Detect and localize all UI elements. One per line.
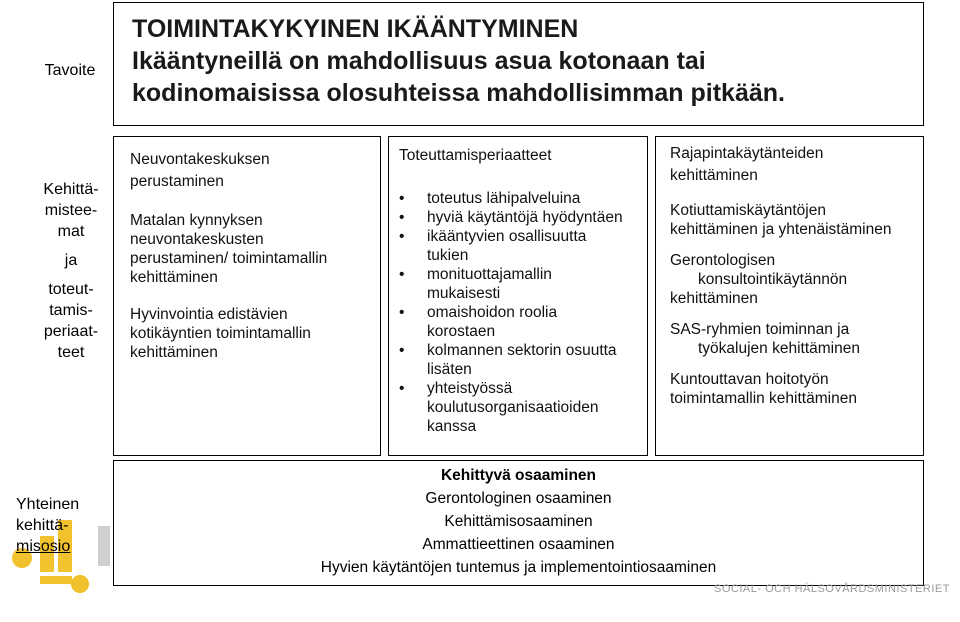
bullet-icon: • (399, 380, 405, 397)
goal-box (113, 2, 924, 126)
theme-paragraph: Matalan kynnyksen neuvontakeskusten perustaminen/ toimintamallin kehittäminen (130, 212, 328, 286)
theme-paragraph: Hyvinvointia edistävien kotikäyntien toimintamallin kehittäminen (130, 306, 311, 361)
theme-paragraph: Kuntouttavan hoitotyön toimintamallin kehittäminen (670, 371, 857, 407)
bullet-icon: • (399, 209, 405, 226)
shared-development-box (113, 460, 924, 586)
principles-box (388, 136, 648, 456)
theme-heading: Neuvontakeskuksen perustaminen (130, 151, 270, 190)
principle-item: • omaishoidon roolia korostaen (399, 304, 558, 340)
principle-item: • toteutus lähipalveluina (399, 190, 581, 207)
competence-item: Hyvien käytäntöjen tuntemus ja implementointiosaaminen (320, 559, 717, 576)
bullet-icon: • (399, 342, 405, 359)
principles-list (399, 189, 647, 436)
bullet-icon: • (399, 266, 405, 283)
theme-paragraph: Gerontologisen konsultointikäytännön kehittäminen (670, 252, 848, 307)
principles-heading: Toteuttamisperiaatteet (399, 147, 552, 164)
principle-item: • hyviä käytäntöjä hyödyntäen (399, 209, 623, 226)
theme-box-neuvontakeskus (113, 136, 381, 456)
goal-text-line: Ikääntyneillä on mahdollisuus asua kotonaan tai (132, 47, 706, 75)
shared-heading: Kehittyvä osaaminen (440, 467, 597, 484)
competence-item: Ammattieettinen osaaminen (422, 536, 615, 553)
principle-item: • kolmannen sektorin osuutta lisäten (399, 342, 617, 378)
ministry-logo-text: SOCIAL- OCH HÄLSOVÅRDSMINISTERIET (714, 583, 950, 595)
goal-text-line: kodinomaisissa olosuhteissa mahdollisimman pitkään. (132, 79, 785, 107)
label-kehittamisteemat: Kehittä- mistee- mat ja toteut- tamis- periaat- teet (43, 181, 99, 361)
competence-item: Kehittämisosaaminen (444, 513, 593, 530)
label-yhteinen-kehittamisosio: Yhteinen kehittä- misosio (16, 496, 80, 555)
theme-paragraph: SAS-ryhmien toiminnan ja työkalujen kehittäminen (670, 321, 860, 357)
bullet-icon: • (399, 190, 405, 207)
theme-heading: Rajapintakäytänteiden kehittäminen (670, 145, 824, 184)
goal-title: TOIMINTAKYKYINEN IKÄÄNTYMINEN (132, 15, 579, 43)
bullet-icon: • (399, 304, 405, 321)
principle-item: • ikääntyvien osallisuutta tukien (399, 228, 587, 264)
theme-paragraph: Kotiuttamiskäytäntöjen kehittäminen ja yhtenäistäminen (670, 202, 892, 238)
principle-item: • yhteistyössä koulutusorganisaatioiden kanssa (399, 380, 599, 435)
theme-box-rajapinta (655, 136, 924, 456)
bullet-icon: • (399, 228, 405, 245)
label-tavoite: Tavoite (44, 62, 96, 79)
competence-item: Gerontologinen osaaminen (425, 490, 612, 507)
principle-item: • monituottajamallin mukaisesti (399, 266, 552, 302)
